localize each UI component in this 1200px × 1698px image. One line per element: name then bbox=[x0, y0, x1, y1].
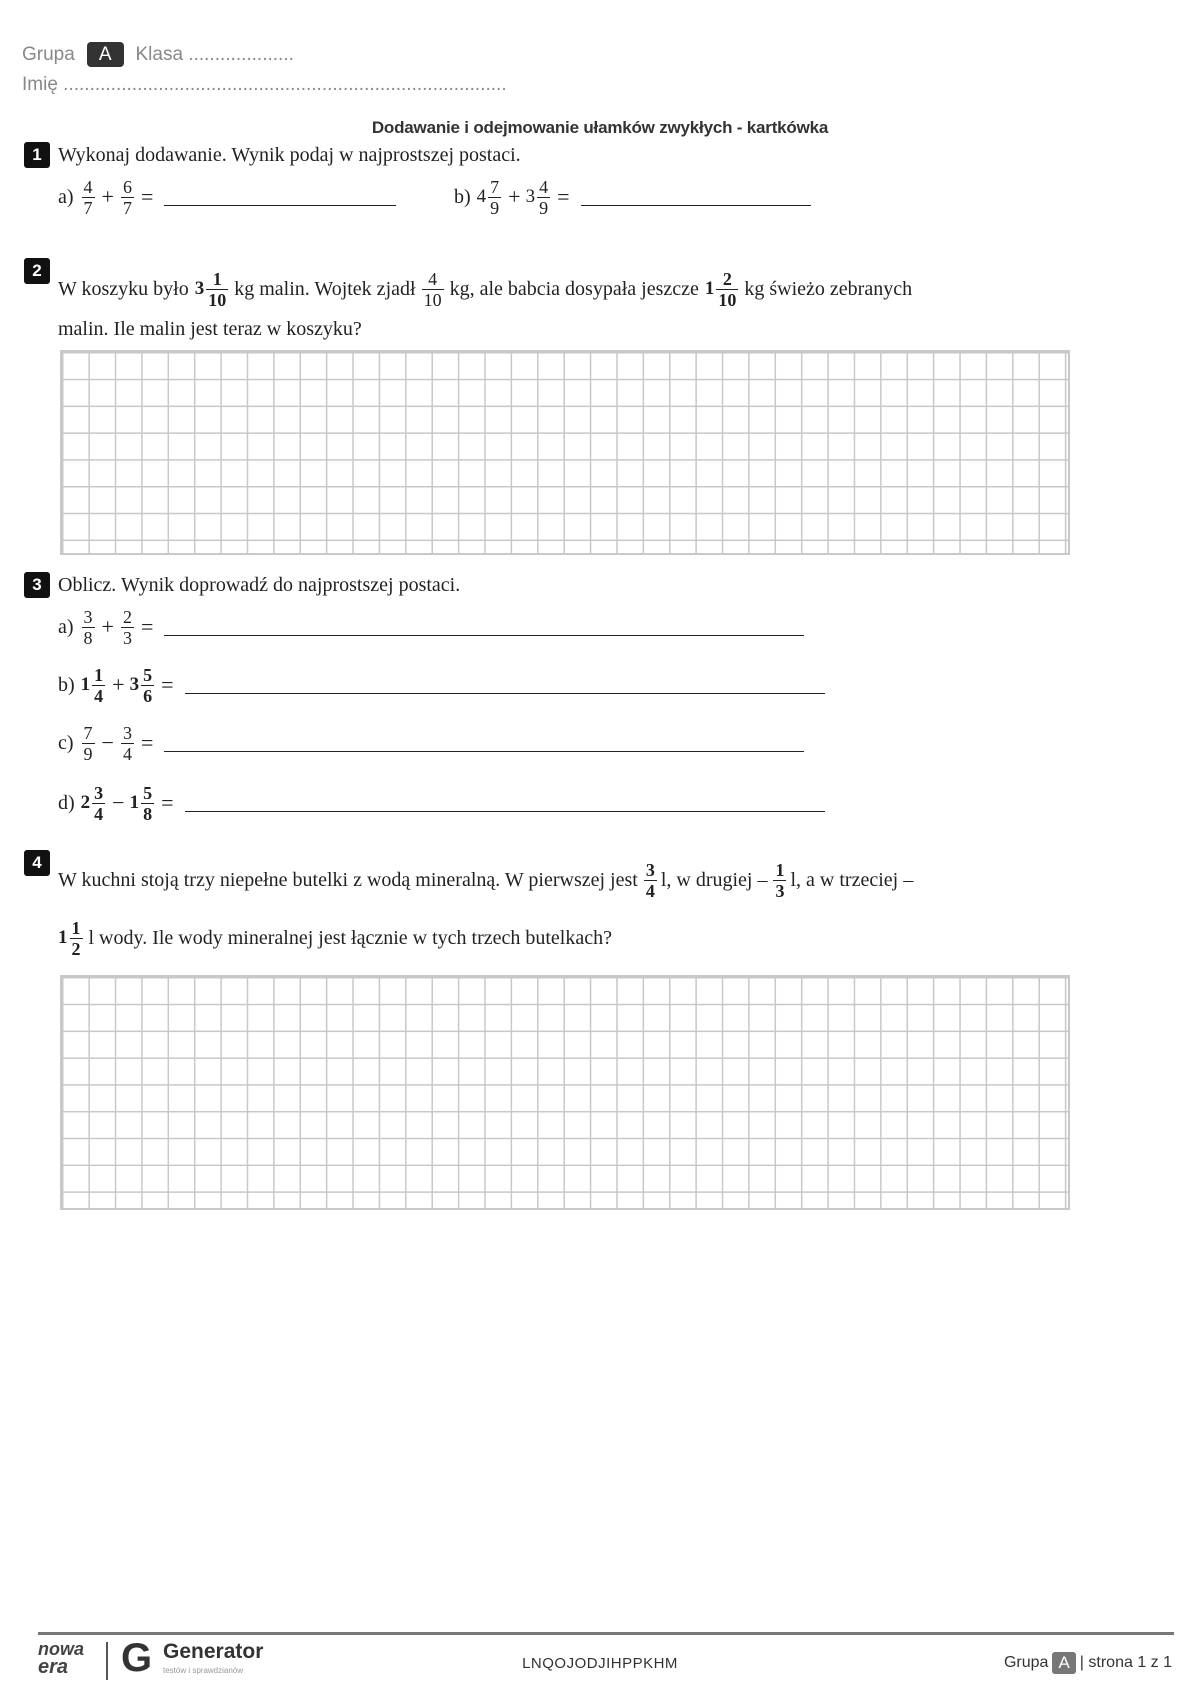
footer-group-label: Grupa bbox=[1003, 1654, 1049, 1671]
operator: − bbox=[112, 790, 125, 815]
task3-c bbox=[58, 718, 804, 768]
whole-number: 3 bbox=[194, 278, 205, 299]
document-code: LNQOJODJIHPPKHM bbox=[522, 1655, 678, 1672]
name-field: Imię .................................................................................... bbox=[22, 74, 507, 95]
whole-number: 3 bbox=[129, 674, 140, 695]
class-field: Klasa .................... bbox=[135, 43, 294, 65]
group-label: Grupa bbox=[22, 43, 75, 65]
operator: + bbox=[101, 184, 114, 209]
footer-group-page bbox=[1004, 1652, 1172, 1674]
fraction: $\frac{2}{10}$ bbox=[718, 268, 737, 310]
logo-text-nowa: nowa bbox=[38, 1639, 85, 1659]
task2-line2: malin. Ile malin jest teraz w koszyku? bbox=[58, 318, 362, 340]
fraction: $\frac{5}{8}$ bbox=[143, 782, 153, 824]
fraction: $\frac{4}{9}$ bbox=[539, 176, 549, 218]
task2-text-part: W koszyku było bbox=[58, 277, 189, 300]
answer-line[interactable] bbox=[185, 676, 825, 694]
generator-logo-subtitle: testów i sprawdzianów bbox=[163, 1666, 244, 1675]
task1-text: Wykonaj dodawanie. Wynik podaj w najprostszej postaci. bbox=[58, 144, 521, 166]
answer-grid-task4[interactable] bbox=[60, 975, 1070, 1210]
label-a: a) bbox=[58, 185, 74, 208]
group-badge: A bbox=[87, 42, 124, 67]
whole-number: 4 bbox=[476, 186, 487, 207]
task-number-1: 1 bbox=[24, 142, 50, 168]
logo-text-era: era bbox=[38, 1656, 69, 1678]
page-number: | strona 1 z 1 bbox=[1079, 1654, 1172, 1671]
operator: − bbox=[101, 730, 114, 755]
task2-text-part: kg świeżo zebranych bbox=[744, 277, 913, 300]
group-class-line bbox=[22, 42, 294, 67]
task2-text-part: kg, ale babcia dosypała jeszcze bbox=[449, 277, 699, 300]
task-number-3: 3 bbox=[24, 572, 50, 598]
answer-line[interactable] bbox=[185, 794, 825, 812]
fraction: $\frac{3}{8}$ bbox=[83, 606, 93, 648]
fraction: $\frac{3}{4}$ bbox=[122, 722, 132, 764]
fraction: $\frac{3}{4}$ bbox=[645, 859, 655, 901]
task4-line2 bbox=[58, 912, 612, 964]
task2-text-part: kg malin. Wojtek zjadł bbox=[234, 277, 416, 300]
page-title: Dodawanie i odejmowanie ułamków zwykłych - kartkówka bbox=[371, 118, 829, 137]
generator-g-icon: G bbox=[121, 1636, 153, 1680]
fraction: $\frac{1}{4}$ bbox=[94, 664, 104, 706]
task4-text-part: W kuchni stoją trzy niepełne butelki z wodą mineralną. W pierwszej jest bbox=[58, 868, 638, 891]
operator: + bbox=[101, 614, 114, 639]
task3-d bbox=[58, 778, 825, 828]
task2-line1 bbox=[58, 264, 912, 314]
equals: = bbox=[161, 790, 174, 815]
fraction: $\frac{2}{3}$ bbox=[122, 606, 132, 648]
fraction: $\frac{1}{3}$ bbox=[775, 859, 785, 901]
task1-b bbox=[454, 172, 811, 222]
operator: + bbox=[508, 184, 521, 209]
equals: = bbox=[140, 730, 154, 755]
task3-text: Oblicz. Wynik doprowadź do najprostszej postaci. bbox=[58, 574, 461, 596]
answer-grid-task2[interactable] bbox=[60, 350, 1070, 555]
fraction: $\frac{1}{10}$ bbox=[208, 268, 227, 310]
label-c: c) bbox=[58, 731, 74, 754]
fraction: $\frac{6}{7}$ bbox=[122, 176, 132, 218]
footer-group-badge: A bbox=[1052, 1652, 1075, 1674]
generator-logo-text: Generator bbox=[163, 1640, 264, 1663]
equals: = bbox=[140, 184, 154, 209]
whole-number: 1 bbox=[80, 674, 91, 695]
task4-line1 bbox=[58, 854, 913, 906]
whole-number: 1 bbox=[704, 278, 715, 299]
fraction: $\frac{4}{7}$ bbox=[83, 176, 93, 218]
answer-line[interactable] bbox=[164, 618, 804, 636]
task4-text-part: l, a w trzeciej – bbox=[790, 868, 914, 891]
label-b: b) bbox=[454, 185, 471, 208]
whole-number: 3 bbox=[525, 186, 536, 207]
whole-number: 1 bbox=[129, 792, 140, 813]
task4-text-part: l wody. Ile wody mineralnej jest łącznie w tych trzech butelkach? bbox=[88, 926, 612, 949]
equals: = bbox=[140, 614, 154, 639]
footer-divider bbox=[38, 1632, 1174, 1635]
task3-a bbox=[58, 602, 804, 652]
task1-a bbox=[58, 172, 396, 222]
fraction: $\frac{4}{10}$ bbox=[423, 268, 442, 310]
task-number-4: 4 bbox=[24, 850, 50, 876]
label-d: d) bbox=[58, 791, 75, 814]
answer-line[interactable] bbox=[164, 734, 804, 752]
whole-number: 1 bbox=[58, 927, 68, 948]
task3-b bbox=[58, 660, 825, 710]
label-a: a) bbox=[58, 615, 74, 638]
answer-line[interactable] bbox=[164, 188, 396, 206]
fraction: $\frac{7}{9}$ bbox=[490, 176, 500, 218]
equals: = bbox=[161, 672, 174, 697]
task4-text-part: l, w drugiej – bbox=[660, 868, 768, 891]
task-number-2: 2 bbox=[24, 258, 50, 284]
equals: = bbox=[557, 184, 570, 209]
fraction: $\frac{5}{6}$ bbox=[143, 664, 153, 706]
whole-number: 2 bbox=[80, 792, 91, 813]
answer-line[interactable] bbox=[581, 188, 811, 206]
label-b: b) bbox=[58, 673, 75, 696]
fraction: $\frac{3}{4}$ bbox=[94, 782, 104, 824]
fraction: $\frac{7}{9}$ bbox=[83, 722, 93, 764]
fraction: $\frac{1}{2}$ bbox=[71, 917, 81, 959]
operator: + bbox=[112, 672, 125, 697]
